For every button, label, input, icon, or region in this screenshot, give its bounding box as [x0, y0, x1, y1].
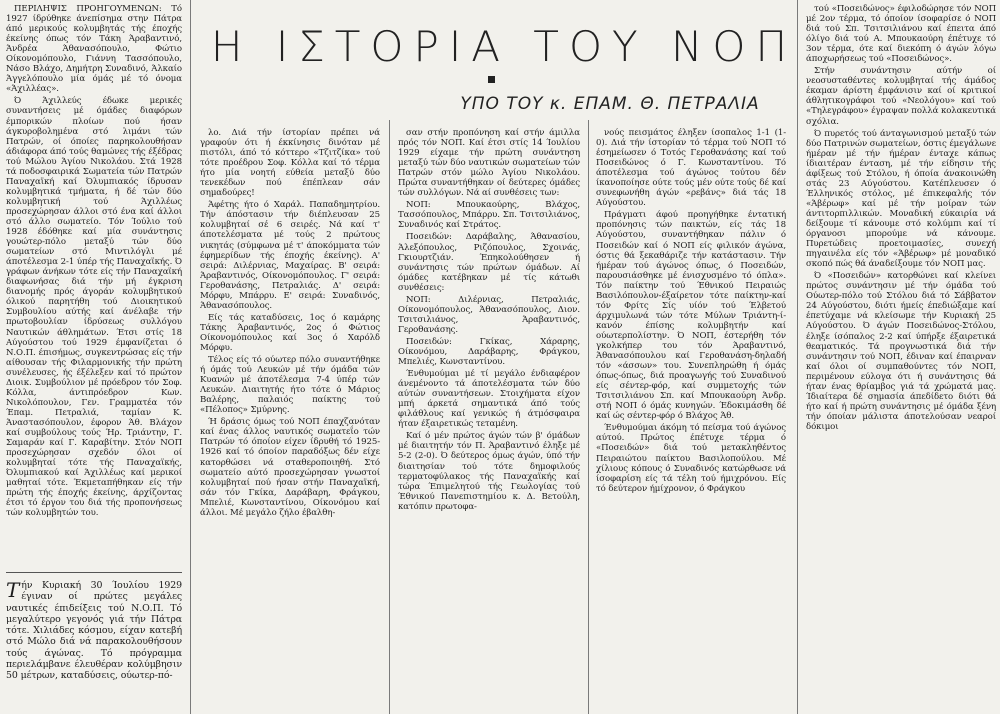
drop-cap: Τ: [6, 580, 20, 602]
column-lead: [6, 580, 182, 710]
paragraph: [6, 580, 182, 682]
column-2: [200, 128, 380, 710]
column-divider: [588, 120, 589, 714]
paragraph: Ό πυρετός τού άνταγωνισμού μεταξύ τών δύο Πατρινών σωματείων, όστις έμεγάλωνε ήμέραν μέ τήν ήμέραν ένταχε κάπως ίδιαιτέραν ένταση, μέ τήν είδησιν τής άφίξεως τού Στόλου, ή όποία άνακοινώθη στάς 23 Αύγούστου. Κατέπλευσεν ό Έλληνικός στόλος, μέ έπικεφαλής τόν «Άβέρωφ» καί μέ τήν μοίραν τών άντιτορπιλλικών. Μοναδική εύκαιρία νά δείξουμε τί κάνουμε στό κολύμπι καί τί όργανοσι μπορούμε νά κάνουμε. Πυρετώδεις προετοιμασίες, συνεχή πηγαινέλα είς τόν «Άβέρωφ» μέ μοναδικό σκοπό πώς θά άναδείξουμε τόν ΝΟΠ μας.: [806, 128, 996, 270]
column-5: [806, 4, 996, 710]
article-headline: Η ΙΣΤΟΡΙΑ ΤΟΥ ΝΟΠ: [210, 22, 798, 71]
column-divider: [190, 0, 191, 714]
paragraph: Ποσειδών: Δαράβαλης, Άθανασίου, Άλεξόπουλος, Ριζόπουλος, Σχοινάς, Γκιουρτζιάν. Έπηκολούθησεν ή συνάντησις τών πρώτων όμάδων. Αί όμάδες κατέβηκαν μέ τίς κάτωθι συνθέσεις:: [398, 232, 580, 293]
section-rule: [6, 572, 182, 573]
paragraph: Ένθυμούμαι μέ τί μεγάλο ένδιαφέρον άνεμένοντο τά άποτελέσματα τών δύο αύτών συναντήσεων. Στοιχήματα είχον μπή άρκετά σημαντικά άπό τούς φιλάθλους καί γενικώς ή άτμόσφαιρα ήταν έξαιρετικώς τεταμένη.: [398, 369, 580, 430]
paragraph: σαν στήν προπόνηση καί στήν άμιλλα πρός τόν ΝΟΠ. Καί έτσι στίς 14 Ίουλίου 1929 είχαμε τήν πρώτη συνάντηση μεταξύ τών δύο ναυτικών σωματείων τών Πατρών στόν μώλο Άγίου Νικολάου. Πρώτα συναντήθηκαν οί δεύτερες όμάδες τών συλλόγων. Νά αί συνθέσεις των:: [398, 128, 580, 199]
paragraph: ΝΟΠ: Μπουκαούρης, Βλάχος, Τασσόπουλος, Μπάρρυ. Σπ. Τσιτσιλιάνος, Συναδινός καί Στράτος.: [398, 200, 580, 231]
column-divider: [797, 0, 798, 714]
paragraph: Ή δράσις όμως τού ΝΟΠ έπαχζανόταν καί ένας άλλος ναυτικός σωματεΐο τών Πατρών τό όποίον είχεν ίδρυθή τό 1925-1926 καί τό όποίον παραδόξως δέν είχε κατορθώσει νά σταθεροποιηθή. Στό σωματείο αύτό προσεχώρησαν γνωστοί κολυμβηταί πού ήσαν στήν Παναχαϊκή, σάν τόν Γκίκα, Δαράβαρη, Φράγκου, Μπελιέ, Κωνσταντίνου, Οίκονόμου καί άλλοι. Μέ μεγάλο ζήλο έβαλθη-: [200, 417, 380, 518]
paragraph: ΝΟΠ: Διλέρνιας, Πετραλιάς, Οίκονομόπουλος, Άθανασόπουλος, Διον. Τσιτσιλιάνος, Άραβαντινός, Γεροθανάσης.: [398, 294, 580, 335]
column-summary: [6, 4, 182, 568]
lead-text: ήν Κυριακή 30 Ίουλίου 1929 έγιναν οί πρώτες μεγάλες ναυτικές έπιδείξεις τού Ν.Ο.Π. Τό μεγαλύτερο γεγονός γιά τήν Πάτρα τότε. Χιλιάδες κόσμου, είχαν κατεβή στό Μώλο διά νά παρακολουθήσουν τούς άγώνας. Τό πρόγραμμα περιελάμβανε έλευθέραν κολύμβησιν 50 μέτρων, καταδύσεις, ούωτερ-πό-: [6, 580, 182, 682]
paragraph: Στήν συνάντησιν αύτήν οί νεοσυσταθέντες κολυμβηταί τής άμάδος έκαμαν άρίστη έμφάνισιν καί οί κριτικοί άθλητικογράφοι τού «Νεολόγου» καί τού «Τηλεγράφου» έγραψαν πολλά κολακευτικά σχόλια.: [806, 66, 996, 127]
paragraph: Ένθυμούμαι άκόμη τό πείσμα τού άγώνος αύτού. Πρώτος έπέτυχε τέρμα ό «Ποσειδών» διά τού μετακληθέντος Πειραιώτου παίκτου Βασιλοπούλου. Μέ χίλιους κόπους ό Συναδινός κατώρθωσε νά ίσοφαρίση είς τά τέλη τού ήμιχρόνου. Είς τό δεύτερον ήμίχρονον, ό Φράγκου: [596, 423, 786, 494]
paragraph: Ό Άχιλλεύς έδωκε μερικές συναντήσεις μέ όμάδες διαφόρων έμπορικών πλοίων πού ήσαν άγκυροβολημένα στό λιμάνι τών Πατρών, οί όποίες παρηκολουθήσαν άδιάφορα άπό τούς θαμώνες τής έξέδρας τού Μώλου Άγίου Νικολάου. Στά 1928 τά ποδοσφαιρικά Σωματεία τών Πατρών Παναχαϊκή καί Όλυμπιακός ίδρυσαν κολυμβητικά τμήματα, ή δέ τών δύο κολυμβητική τού Άχιλλέως προσεχώρησαν άλλοι στό ένα καί άλλοι στό άλλο σωματείο. Τόν Ίούλιο τού 1928 έδόθηκε καί μία συνάντησις γουώτερ-πόλο μεταξύ τών δύο σωματείων στό Μιντιλόγλι μέ άποτέλεσμα 2-1 ύπέρ τής Παναχαϊκής. Ό γράφων άνήκων τότε είς τήν Παναχαϊκή διαφωνήσας διά τήν μή έγκριση διανομής πρός άγοράν κολυμβητικού όλικού παρητήθη τού Διοικητικού Συμβουλίου αύτής καί άνέλαβε τήν πρωτοβουλίαν ίδρύσεως συλλόγου Ναυτικών άθλημάτων. Έτσι στίς 18 Αύγούστου τού 1929 έμφανίζεται ό Ν.Ο.Π. έπισήμως, συγκεντρώσας είς τήν αίθουσαν τής Φιλαρμονικής τήν πρώτη συνέλευσες, ής έξέλεξεν καί τό πρώτον Διοικ. Συμβούλιον μέ πρόεδρον τόν Σοφ. Κόλλα, άντιπρόεδρον Κων. Νικολόπουλον, Γεν. Γραμματέα τόν Έπαμ. Πετραλιά, ταμίαν Κ. Άναστασόπουλον, έφορον Άθ. Βλάχον καί συμβούλους τούς Ήρ. Τριάντην, Γ. Σαμαράν καί Γ. Καραβίτην. Στόν ΝΟΠ προσεχώρησαν σχεδόν όλοι οί κολυμβηταί τότε τής Παναχαϊκής, Όλυμπιακού καί Άχιλλέως καί μερικοί μαθηταί τότε. Έκμεταπήθηκαν είς τήν πρώτη τής έποχής έκείνης, άρχίζοντας έτσι τό έργον του διά τής προπονήσεως τών κολυμβητών του.: [6, 96, 182, 519]
ornament-icon: [488, 76, 495, 83]
column-4: [596, 128, 786, 710]
column-divider: [389, 120, 390, 714]
paragraph: Πράγματι άφού προηγήθηκε έντατική προπόνησις τών παικτών, είς τάς 18 Αύγούστου, συναντήθηκαν πάλιν ό Ποσειδών καί ό ΝΟΠ είς φιλικόν άγώνα, όστις θά ξεκαθάριζε τήν κατάστασιν. Τήν ήμέραν τού άγώνος όπως, ό Ποσειδών, παρουσιάσθηκε μέ ένισχυσμένο τό όπλα». Τόν παίκτην τού Έθνικού Πειραιώς Βασιλόπουλον-έξαίρετον τότε παίκτην-καί τόν Φρίτς Σίς υίόν τού Έλβετού άρχιμυλωνά τών τότε Μύλων Τριάντη-ί-κανόν έπίσης κολυμβητήν καί ούωτερπολίστην. Ό ΝΟΠ, έστερήθη τόν γκολκήπερ του τόν Άραβαντινό, Άθανασόπουλου καί Γεροθανάση-δηλαδή τόν «άσσων» του. Συνεπληρώθη ή όμάς όπως-όπως, διά προαγωγής τού Συναδινού είς σέντερ-φόρ, καί συμμετοχής τών Τσιτσιλιάνου Σπ. καί Μπουκαούρη Άνδρ. στή ΝΟΠ ό όμάς κυνηγών. Έδοκιμάσθη δέ καί ώς σέντερ-φόρ ό Βλάχος Άθ.: [596, 210, 786, 422]
paragraph: Άφέτης ήτο ό Χαράλ. Παπαδημητρίου. Τήν άπόστασιν τήν διέπλευσαν 25 κολυμβηταί σέ 6 σειρές. Νά καί τ' άποτελέσματα μέ τούς 2 πρώτους νικητάς (σύμφωνα μέ τ' άποκόμματα τών έφημερίδων τής έποχής έκείνης). Α' σειρά: Διλέρνιας, Μαχαίρας. Β' σειρά: Άραβαντινός, Οίκονομόπουλος. Γ' σειρά: Γεροθανάσης, Πετραλιάς. Δ' σειρά: Μόρφυ, Μπάρρυ. Ε' σειρά: Συναδινός, Άθανασόπουλος.: [200, 200, 380, 311]
column-3: [398, 128, 580, 710]
paragraph: νούς πεισμάτος έληξεν ίσοπαλος 1-1 (1-0). Διά τήν ίστορίαν τό τέρμα τού ΝΟΠ τό έσημείωσεν ό Τοτός Γεροθανάσης καί τού Ποσειδώνος ό Γ. Κωνσταντίνου. Τό άποτέλεσμα τού άγώνος τούτου δέν ίκανοποίησε ούτε τούς μέν ούτε τούς δέ καί συνεφωνήθη άγών «ρεβάνς» διά τάς 18 Αύγούστου.: [596, 128, 786, 209]
paragraph: Καί ό μέν πρώτος άγών τών β' όμάδων μέ διαιτητήν τόν Π. Άραβαντινό έληξε μέ 5-2 (2-0). Ό δεύτερος όμως άγών, ύπό τήν διαιτησίαν τού τότε δημοφιλούς τερματοφύλακος τής Παναχαϊκής καί τώρα Έπιμελητού τής Γεωλογίας τού Έθνικού Πανεπιστημίου κ. Δ. Βετούλη, κατόπιν πρωτοφα-: [398, 431, 580, 512]
paragraph: Ό «Ποσειδών» κατορθώνει καί κλείνει πρώτος συνάντησιν μέ τήν όμάδα τού Ούωτερ-πόλο τού Στόλου διά τό Σάββατον 24 Αύγούστου, διότι ήμείς έπεδιώξαμε καί έπετύχαμε νά κλείσωμε τήν Κυριακή 25 Αύγούστου. Ό άγών Ποσειδώνος-Στόλου, έληξε ίσόπαλος 2-2 καί ύπήρξε έξαιρετικά θεαματικός. Τά προγνωστικά διά τήν συνάντησιν τού ΝΟΠ, έδιναν καί έπαιρναν καί όλοι οί συμπαθούντες τόν ΝΟΠ, περιμένουν εύλογα ότι ή συνάντησις θά ήταν ένας θρίαμβος γιά τά χρώματά μας. Ίδιαίτερα δέ σημασία άπεδίδετο διότι θά ήτο καί ή πρώτη συνάντησις μέ όμάδα ξένη τήν όποίαν μάλιστα άποτελούσαν νεαροί δόκιμοι: [806, 271, 996, 432]
article-byline: ΥΠΟ ΤΟΥ κ. ΕΠΑΜ. Θ. ΠΕΤΡΑΛΙΑ: [460, 94, 760, 114]
paragraph: Τέλος είς τό ούωτερ πόλο συναντήθηκε ή όμάς τού Λευκών μέ τήν όμάδα τών Κυανών μέ άποτέλεσμα 7-4 ύπέρ τών Λευκών. Διαιτητής ήτο τότε ό Μάριος Βαλέρης, παλαιός παίκτης τού «Πέλοπος» Σμύρνης.: [200, 355, 380, 416]
paragraph: λο. Διά τήν ίστορίαν πρέπει νά γραφούν ότι ή έκκίνησις δινόταν μέ πιστόλι, άπό τό κόττερο «Τζιτζίκα» τού τότε προέδρου Σοφ. Κόλλα καί τό τέρμα ήτο μία νοητή εύθεία μεταξύ δύο τενεκέδων πού έπέπλεαν σάν σημαδούρες!: [200, 128, 380, 199]
paragraph: ΠΕΡΙΛΗΨΙΣ ΠΡΟΗΓΟΥΜΕΝΩΝ: Τό 1927 ίδρύθηκε άνεπίσημα στην Πάτρα άπό μερικούς κολυμβητάς τής έποχής έκείνης όπως τόν Τάκη Άραβαντινό, Άνδρέα Άθανασόπουλο, Φώτιο Οίκονομόπουλο, Γιάννη Τασσόπουλο, Νάσο Βλάχο, Δημήτρη Συναδινό, Άλκαίο Άγγελόπουλο μία όμάς μέ τό όνομα «Άχιλλέας».: [6, 4, 182, 95]
paragraph: Ποσειδών: Γκίκας, Χάραρης, Οίκονόμου, Δαράβαρης, Φράγκου, Μπελιές, Κωνσταντίνου.: [398, 336, 580, 368]
paragraph: τού «Ποσειδώνος» έφιλοδώρησε τόν ΝΟΠ μέ 2ον τέρμα, τό όποίον ίσοφαρίσε ό ΝΟΠ διά τού Σπ. Τσιτσιλιάνου καί έπειτα άπό όλίγο διά τού Α. Μπουκαούρη έπέτυχε τό 3ον τέρμα, ότε καί διεκόπη ό άγών λόγω άποχωρήσεως τού «Ποσειδώνος».: [806, 4, 996, 65]
paragraph: Είς τάς καταδύσεις, 1ος ό καμάρης Τάκης Άραβαντινός, 2ος ό Φώτιος Οίκονομόπουλος καί 3ος ό Χαρόλδ Μόρφυ.: [200, 312, 380, 353]
